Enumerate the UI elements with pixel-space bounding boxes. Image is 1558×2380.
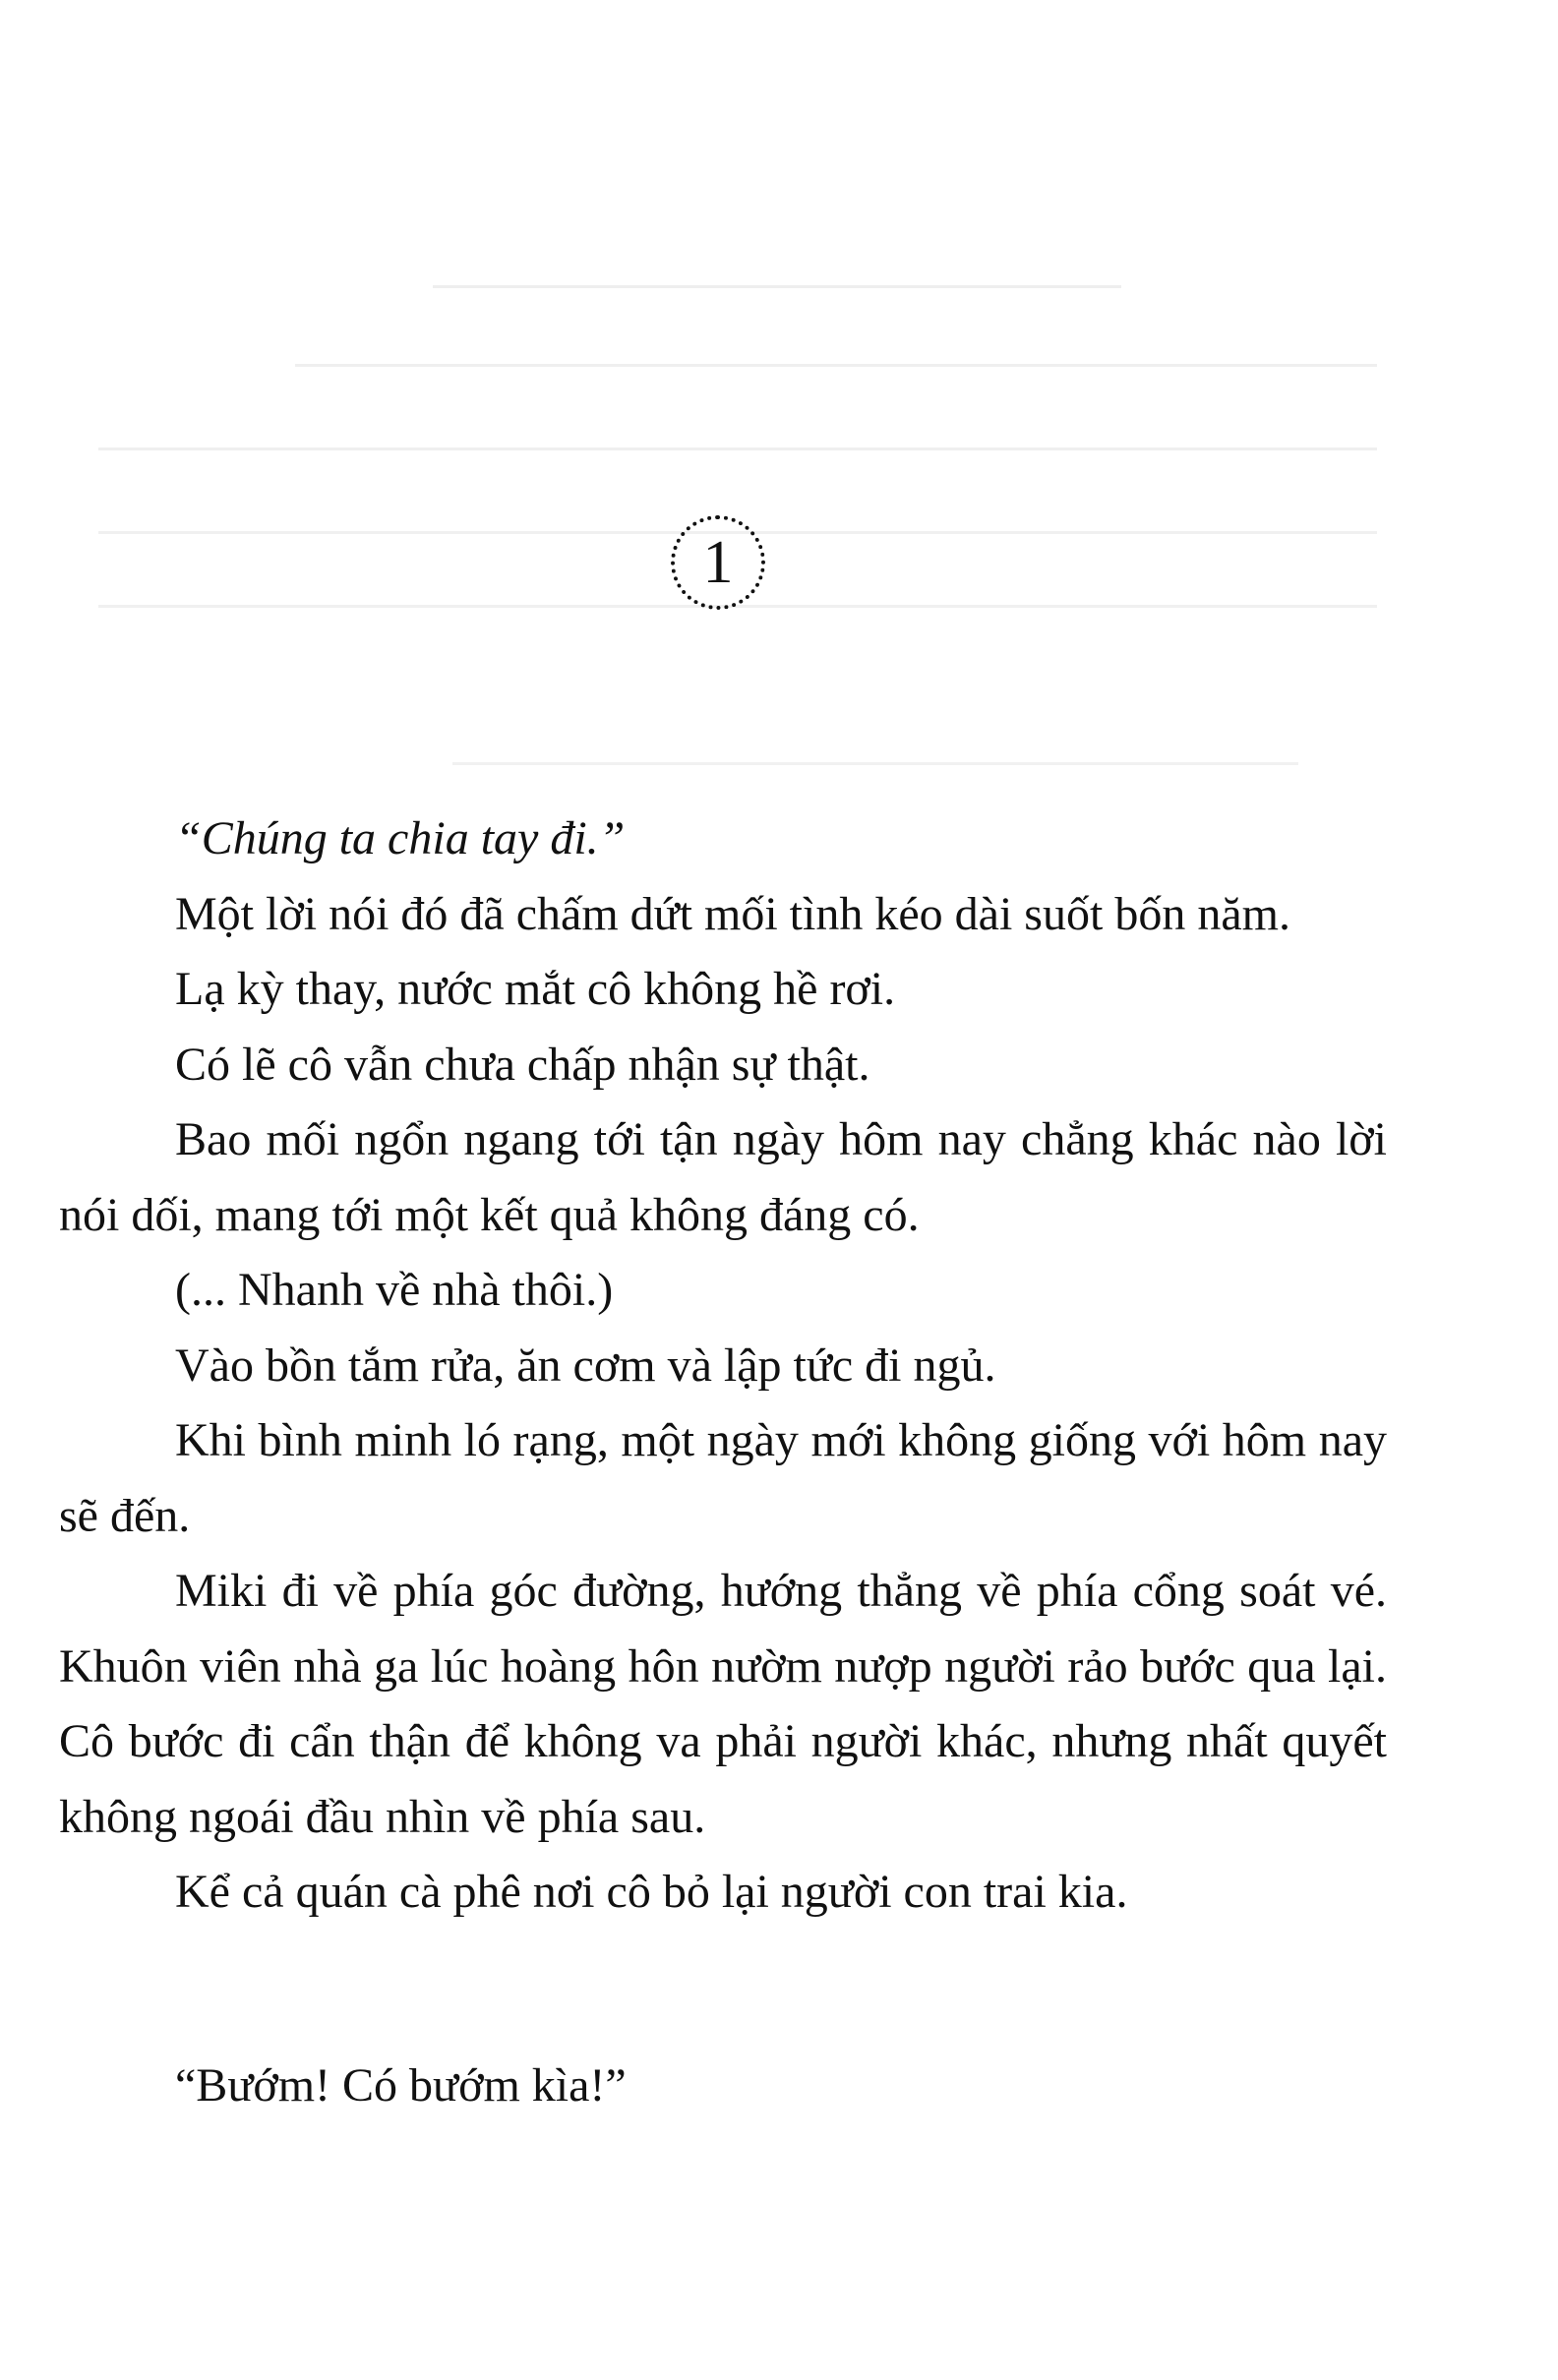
chapter-body [59,802,1387,2123]
paragraph: Có lẽ cô vẫn chưa chấp nhận sự thật. [175,1038,870,1091]
bleed-through-line [295,364,1377,367]
paragraph: (... Nhanh về nhà thôi.) [175,1264,614,1316]
paragraph-dialogue-2: “Bướm! Có bướm kìa!” [175,2058,627,2112]
paragraph: Một lời nói đó đã chấm dứt mối tình kéo dài suốt bốn năm. [175,887,1290,940]
chapter-number: 1 [702,529,734,596]
bleed-through-line [98,447,1377,450]
paragraph: Lạ kỳ thay, nước mắt cô không hề rơi. [175,963,896,1015]
chapter-number-badge [671,515,765,610]
bleed-through-line [452,762,1298,765]
paragraph: Khi bình minh ló rạng, một ngày mới không giống với hôm nay sẽ đến. [59,1414,1387,1542]
bleed-through-line [433,285,1121,288]
paragraph: Miki đi về phía góc đường, hướng thẳng về phía cổng soát vé. Khuôn viên nhà ga lúc hoàng hôn nườm nượp người rảo bước qua lại. Cô bước đi cẩn thận để không va phải người khác, nhưng nhất quyết không ngoái đầu nhìn về phía sau. [59,1565,1387,1843]
paragraph-dialogue-1: “Chúng ta chia tay đi.” [175,812,626,864]
paragraph: Vào bồn tắm rửa, ăn cơm và lập tức đi ngủ. [175,1339,996,1392]
paragraph: Kể cả quán cà phê nơi cô bỏ lại người con trai kia. [175,1866,1128,1918]
paragraph: Bao mối ngổn ngang tới tận ngày hôm nay chẳng khác nào lời nói dối, mang tới một kết quả không đáng có. [59,1113,1387,1241]
